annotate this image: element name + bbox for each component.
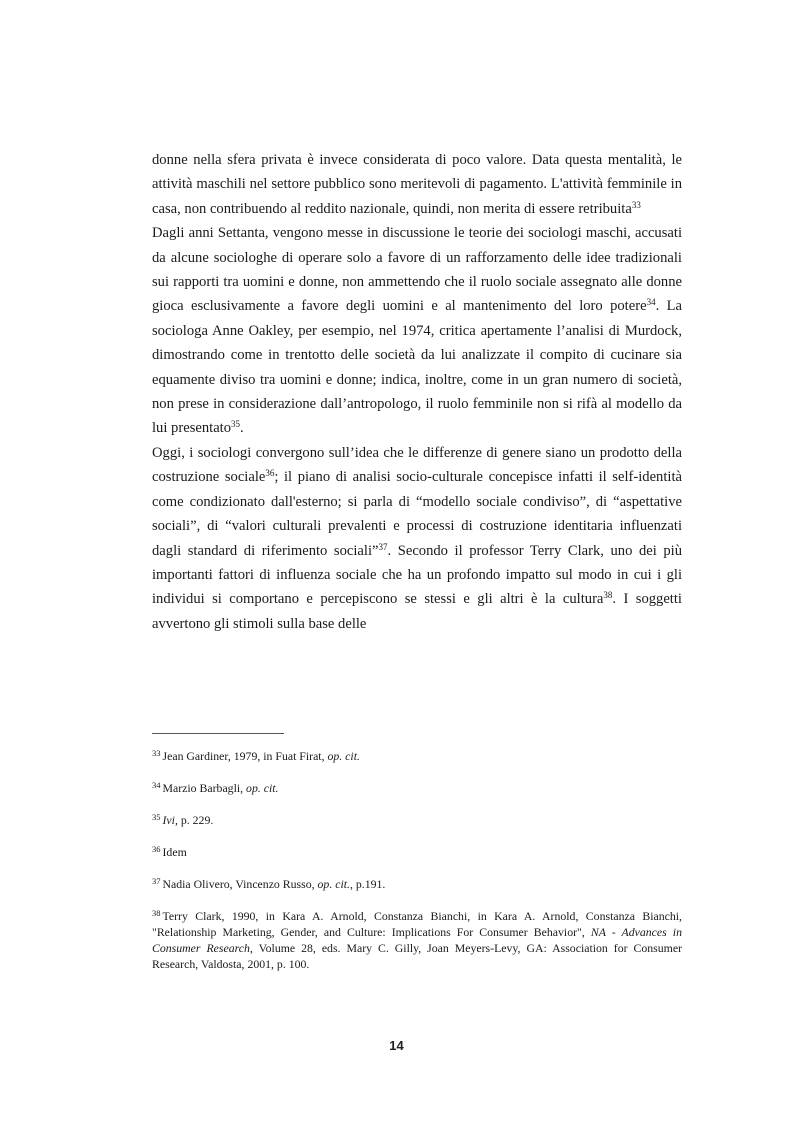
footnote-ref-34[interactable]: 34 xyxy=(646,297,656,308)
footnote-34: $^{34}$ Marzio Barbagli, op. cit. xyxy=(152,780,279,795)
paragraph-1: donne nella sfera privata è invece considerata di poco valore. Data questa mentalità, le attività maschili nel settore pubblico sono meritevoli di pagamento. L'attività femminile in casa, non contribuendo al reddito nazionale, quindi, non merita di essere retribuita$^{33}$ xyxy=(152,152,682,217)
footnote-ref-37[interactable]: 37 xyxy=(378,541,388,552)
footnote-ref-35[interactable]: 35 xyxy=(231,419,241,430)
page-number: 14 xyxy=(389,1038,404,1053)
footnotes xyxy=(152,748,682,988)
body-text xyxy=(152,148,682,636)
footnote-ref-33[interactable]: 33 xyxy=(631,199,641,210)
footnote-36: $^{36}$ Idem xyxy=(152,844,187,859)
paragraph-3: Oggi, i sociologi convergono sull’idea che le differenze di genere siano un prodotto della costruzione sociale$^{36}$; il piano di analisi socio-culturale concepisce infatti il self-identità come condizionato dall'esterno; si parla di “modello sociale condiviso”, di “aspettative sociali”, di “valori culturali prevalenti e processi di costruzione identitaria influenzati dagli standard di riferimento sociali”$^{37}$. Secondo il professor Terry Clark, uno dei più importanti fattori di influenza sociale che ha un profondo impatto sul modo in cui i gli individui si comportano e percepiscono se stessi e gli altri è la cultura$^{38}$. I soggetti avvertono gli stimoli sulla base delle xyxy=(152,444,683,632)
footnote-separator xyxy=(152,733,284,734)
paragraph-2: Dagli anni Settanta, vengono messe in discussione le teorie dei sociologi maschi, accusati da alcune sociologhe di operare solo a favore di un rafforzamento delle idee tradizionali sui rapporti tra uomini e donne, non ammettendo che il ruolo sociale assegnato alle donne gioca esclusivamente a favore degli uomini e al mantenimento del loro potere$^{34}$. La sociologa Anne Oakley, per esempio, nel 1974, critica apertamente l’analisi di Murdock, dimostrando come in trentotto delle società da lui analizzate il compito di cucinare sia equamente diviso tra uomini e donne; indica, inoltre, come in un gran numero di società, non prese in considerazione dall’antropologo, il ruolo femminile non si rifà al modello da lui presentato$^{35}$. xyxy=(152,225,682,437)
footnote-35: $^{35}$ Ivi, p. 229. xyxy=(152,812,214,827)
footnote-ref-36[interactable]: 36 xyxy=(265,468,275,479)
footnote-ref-38[interactable]: 38 xyxy=(603,590,613,601)
footnote-37: $^{37}$ Nadia Olivero, Vincenzo Russo, op. cit., p.191. xyxy=(152,876,386,891)
footnote-38: $^{38}$ Terry Clark, 1990, in Kara A. Arnold, Constanza Bianchi, in Kara A. Arnold, Constanza Bianchi, "Relationship Marketing, Gender, and Culture: Implications For Consumer Behavior", NA - Advances in Consumer Research, Volume 28, eds. Mary C. Gilly, Joan Meyers-Levy, GA: Association for Consumer Research, Valdosta, 2001, p. 100. xyxy=(152,908,683,971)
footnote-33: $^{33}$ Jean Gardiner, 1979, in Fuat Firat, op. cit. xyxy=(152,748,360,763)
